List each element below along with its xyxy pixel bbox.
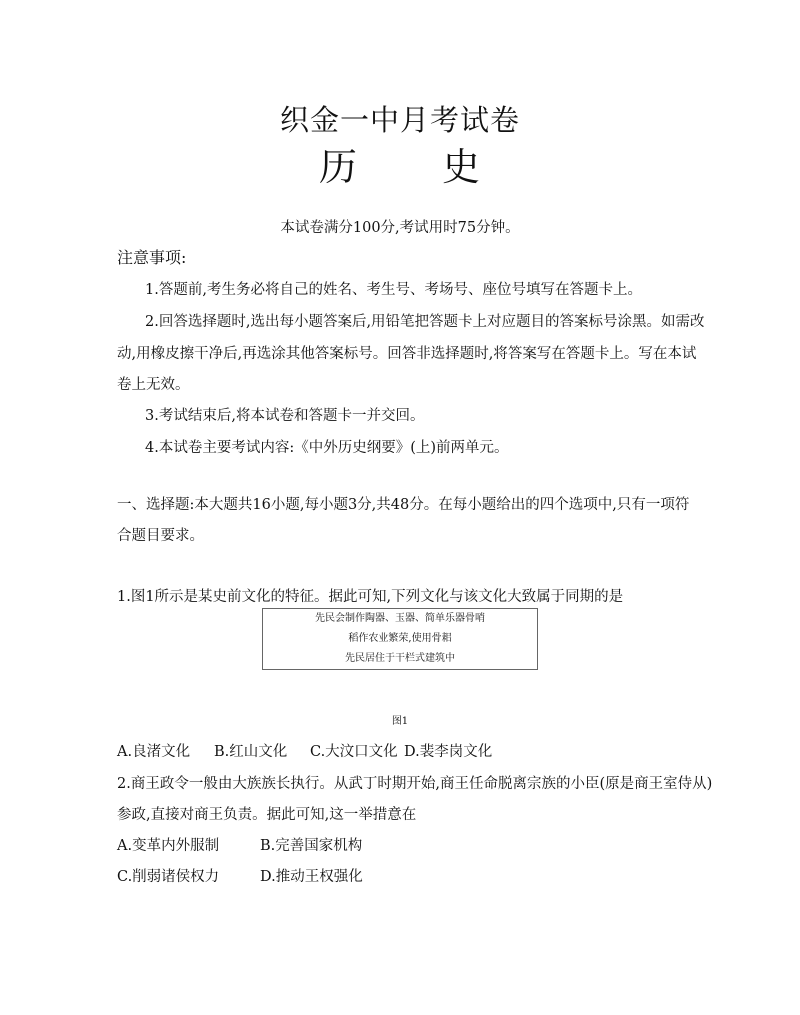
note-item-4: 4.本试卷主要考试内容:《中外历史纲要》(上)前两单元。 — [145, 440, 509, 456]
question-2-stem: 2.商王政令一般由大族族长执行。从武丁时期开始,商王任命脱离宗族的小臣(原是商王室侍从) — [117, 776, 713, 792]
q2-option-c: C.削弱诸侯权力 — [117, 869, 220, 885]
section-heading: 一、选择题:本大题共16小题,每小题3分,共48分。在每小题给出的四个选项中,只有一项符 — [117, 497, 690, 513]
note-item-2: 2.回答选择题时,选出每小题答案后,用铅笔把答题卡上对应题目的答案标号涂黑。如需改 — [145, 314, 705, 330]
exam-info: 本试卷满分100分,考试用时75分钟。 — [280, 220, 520, 236]
q1-option-c: C.大汶口文化 — [310, 744, 398, 760]
question-2-stem-cont: 参政,直接对商王负责。据此可知,这一举措意在 — [117, 807, 417, 823]
q1-option-a: A.良渚文化 — [117, 744, 191, 760]
figure-line-2: 稻作农业繁荣,使用骨耜 — [348, 633, 452, 644]
note-item-2-end: 卷上无效。 — [117, 377, 190, 393]
subject-char-1: 历 — [318, 145, 358, 189]
note-item-3: 3.考试结束后,将本试卷和答题卡一并交回。 — [145, 408, 425, 424]
note-item-1: 1.答题前,考生务必将自己的姓名、考生号、考场号、座位号填写在答题卡上。 — [145, 282, 642, 298]
figure-1-caption: 图1 — [391, 716, 409, 727]
figure-line-3: 先民居住于干栏式建筑中 — [345, 653, 455, 664]
question-1-stem: 1.图1所示是某史前文化的特征。据此可知,下列文化与该文化大致属于同期的是 — [117, 589, 624, 605]
section-heading-cont: 合题目要求。 — [117, 528, 204, 544]
note-item-2-cont: 动,用橡皮擦干净后,再选涂其他答案标号。回答非选择题时,将答案写在答题卡上。写在本试 — [117, 346, 697, 362]
exam-title: 织金一中月考试卷 — [279, 103, 520, 137]
q2-option-b: B.完善国家机构 — [260, 838, 363, 854]
subject-char-2: 史 — [442, 145, 482, 189]
q2-option-d: D.推动王权强化 — [260, 869, 363, 885]
figure-1-box — [262, 608, 538, 670]
q1-option-d: D.裴李岗文化 — [404, 744, 493, 760]
q1-option-b: B.红山文化 — [214, 744, 288, 760]
figure-line-1: 先民会制作陶器、玉器、简单乐器骨哨 — [315, 613, 485, 624]
q2-option-a: A.变革内外服制 — [117, 838, 220, 854]
subject-title — [0, 136, 800, 191]
notes-heading: 注意事项: — [117, 248, 187, 267]
